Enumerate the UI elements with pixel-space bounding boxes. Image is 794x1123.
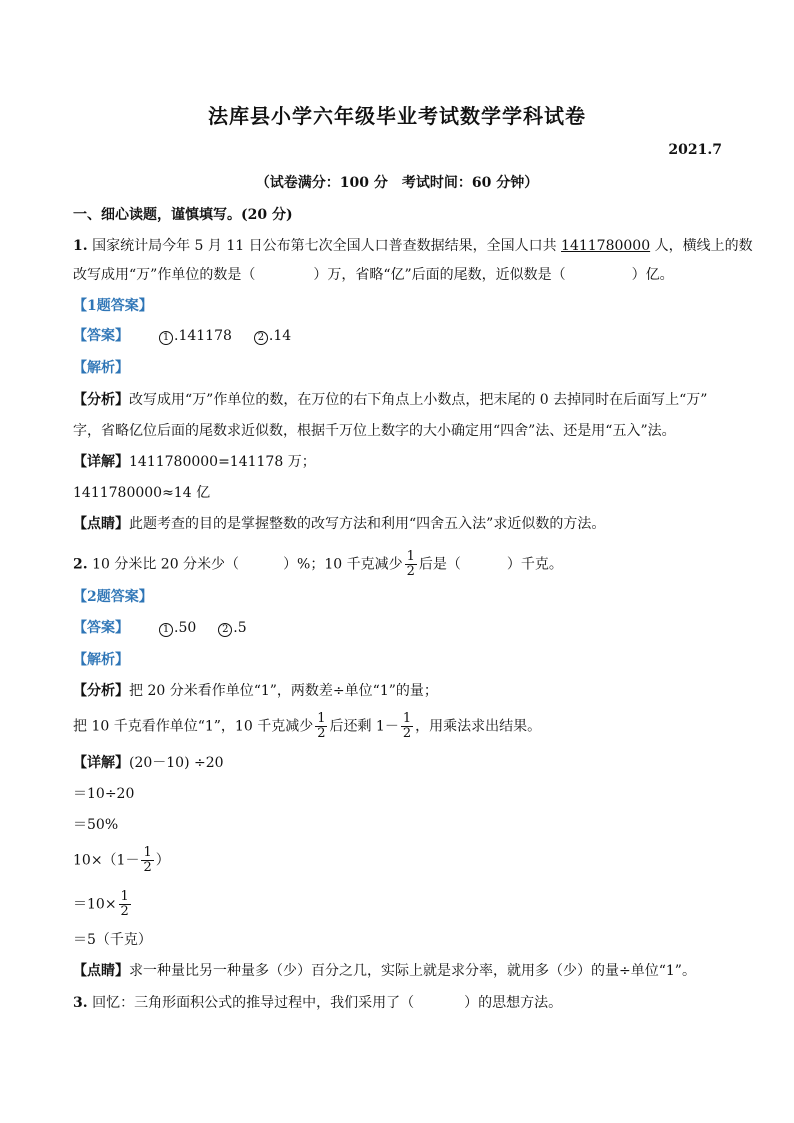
detail-step-fraction xyxy=(73,846,170,875)
analysis-text: 把 20 分米看作单位“1”，两数差÷单位“1”的量； xyxy=(129,683,438,699)
question-text: ）千克。 xyxy=(506,556,563,573)
population-value: 1411780000 xyxy=(561,238,651,254)
fraction-one-half: $\frac{1}{2}$ xyxy=(406,549,415,579)
detail-step: ） xyxy=(155,852,170,869)
fraction-one-half: $\frac{1}{2}$ xyxy=(143,845,152,875)
analysis-line-1 xyxy=(73,681,438,701)
analysis-label: 【分析】 xyxy=(73,392,129,408)
comment-label: 【点睛】 xyxy=(73,963,129,979)
question-2-line xyxy=(73,550,563,579)
fraction-one-half: $\frac{1}{2}$ xyxy=(120,889,129,919)
analysis-line-1 xyxy=(73,390,707,410)
answer-label: 【答案】 xyxy=(73,328,129,344)
section-heading: 一、细心读题，谨慎填写。(20 分) xyxy=(73,207,293,223)
fraction-one-half: $\frac{1}{2}$ xyxy=(402,711,412,741)
detail-line-2: 1411780000≈14 亿 xyxy=(73,485,211,501)
analysis-text: ，用乘法求出结果。 xyxy=(415,718,542,735)
detail-step: ＝50% xyxy=(73,817,119,833)
question-text: ）万，省略“亿”后面的尾数，近似数是（ xyxy=(313,267,566,283)
comment-text: 求一种量比另一种量多（少）百分之几，实际上就是求分率，就用多（少）的量÷单位“1”。 xyxy=(129,963,696,979)
circled-number: 2 xyxy=(254,331,268,345)
question-text: ）的思想方法。 xyxy=(464,995,563,1011)
answer-tag: 【2题答案】 xyxy=(73,589,153,605)
question-3-line xyxy=(73,993,562,1013)
detail-step: ＝10× xyxy=(73,896,117,913)
question-number: 2. xyxy=(73,556,88,573)
comment-label: 【点睛】 xyxy=(73,516,129,532)
circled-number: 1 xyxy=(159,331,173,345)
analysis-tag: 【解析】 xyxy=(73,360,129,376)
question-text: 国家统计局今年 5 月 11 日公布第七次全国人口普查数据结果，全国人口共 xyxy=(87,238,562,254)
comment-line xyxy=(73,961,696,981)
detail-step: ＝5（千克） xyxy=(73,932,152,948)
detail-step-fraction xyxy=(73,890,133,919)
detail-step: (20－10) ÷20 xyxy=(129,755,224,771)
question-text: ）亿。 xyxy=(631,267,674,283)
exam-subtitle: （试卷满分：100 分 考试时间：60 分钟） xyxy=(255,175,539,191)
detail-text: 1411780000=141178 万； xyxy=(129,454,316,470)
answer-label: 【答案】 xyxy=(73,620,129,636)
answer-line xyxy=(73,618,247,638)
analysis-text: 改写成用“万”作单位的数，在万位的右下角点上小数点，把末尾的 0 去掉同时在后面写上“万” xyxy=(129,392,708,408)
question-text: 后是（ xyxy=(418,556,461,573)
detail-line-1 xyxy=(73,452,316,472)
comment-text: 此题考查的目的是掌握整数的改写方法和利用“四舍五入法”求近似数的方法。 xyxy=(129,516,606,532)
answer-value: .14 xyxy=(268,328,292,344)
question-text: 改写成用“万”作单位的数是（ xyxy=(73,267,256,283)
detail-label: 【详解】 xyxy=(73,454,129,470)
answer-value: .141178 xyxy=(174,328,232,344)
question-1-line-2 xyxy=(73,265,674,285)
circled-number: 2 xyxy=(218,623,232,637)
analysis-line-2 xyxy=(73,712,541,741)
analysis-text: 把 10 千克看作单位“1”，10 千克减少 xyxy=(73,718,314,735)
analysis-line-2: 字，省略亿位后面的尾数求近似数，根据千万位上数字的大小确定用“四舍”法、还是用“五入”法。 xyxy=(73,423,676,439)
detail-step: 10×（1－ xyxy=(73,852,140,869)
question-text: 10 分米比 20 分米少（ xyxy=(87,556,240,573)
analysis-text: 后还剩 1－ xyxy=(329,718,399,735)
detail-label: 【详解】 xyxy=(73,755,129,771)
question-number: 1. xyxy=(73,238,88,254)
question-number: 3. xyxy=(73,995,88,1011)
analysis-tag: 【解析】 xyxy=(73,652,129,668)
circled-number: 1 xyxy=(159,623,173,637)
answer-tag: 【1题答案】 xyxy=(73,298,153,314)
fraction-one-half: $\frac{1}{2}$ xyxy=(317,711,326,741)
analysis-label: 【分析】 xyxy=(73,683,129,699)
answer-value: .5 xyxy=(233,620,247,636)
answer-line xyxy=(73,326,291,346)
question-1-line-1 xyxy=(73,236,753,256)
page-title: 法库县小学六年级毕业考试数学学科试卷 xyxy=(208,104,586,128)
question-text: 回忆：三角形面积公式的推导过程中，我们采用了（ xyxy=(87,995,415,1011)
comment-line xyxy=(73,514,605,534)
question-text: ）%；10 千克减少 xyxy=(283,556,403,573)
detail-line-1 xyxy=(73,753,224,773)
answer-value: .50 xyxy=(174,620,197,636)
exam-date: 2021.7 xyxy=(668,142,722,158)
question-text: 人，横线上的数 xyxy=(650,238,753,254)
detail-step: ＝10÷20 xyxy=(73,786,135,802)
